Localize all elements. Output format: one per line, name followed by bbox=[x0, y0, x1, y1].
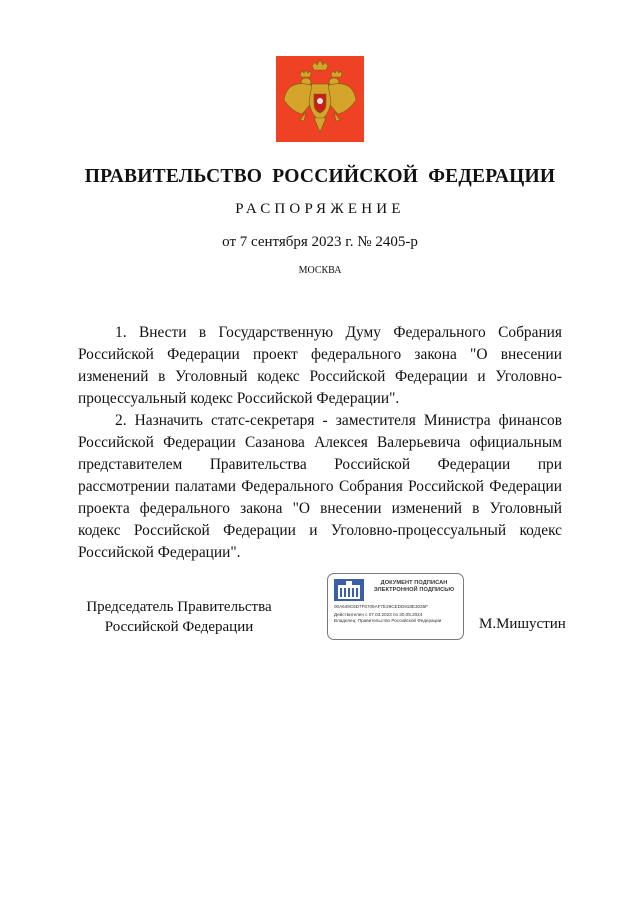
document-date-number: от 7 сентября 2023 г. № 2405-р bbox=[222, 234, 418, 250]
government-title: ПРАВИТЕЛЬСТВО РОССИЙСКОЙ ФЕДЕРАЦИИ bbox=[84, 166, 556, 187]
government-building-icon bbox=[334, 579, 364, 601]
stamp-heading bbox=[368, 580, 460, 594]
coat-of-arms-emblem bbox=[276, 56, 364, 142]
paragraph-2: 2. Назначить статс-секретаря - заместителя Министра финансов Российской Федерации Сазанова Алексея Валерьевича официальным представителем Правительства Российской Федерации при рассмотрении палатами Федерального Собрания Российской Федерации проекта федерального закона "О внесении изменений в Уголовный кодекс Российской Федерации и Уголовно-процессуальный кодекс Российской Федерации". bbox=[78, 412, 562, 561]
signer-name: М.Мишустин bbox=[479, 616, 566, 632]
stamp-heading-line-2: ЭЛЕКТРОННОЙ ПОДПИСЬЮ bbox=[373, 587, 455, 593]
signer-position bbox=[74, 597, 284, 637]
double-headed-eagle-icon bbox=[276, 56, 364, 142]
document-body bbox=[78, 322, 562, 564]
stamp-validity: Действителен с 07.03.2023 по 30.05.2024 bbox=[334, 612, 423, 617]
document-type: РАСПОРЯЖЕНИЕ bbox=[235, 201, 405, 217]
document-city: МОСКВА bbox=[298, 265, 342, 276]
paragraph-1: 1. Внести в Государственную Думу Федерального Собрания Российской Федерации проект федерального закона "О внесении изменений в Уголовный кодекс Российской Федерации и Уголовно-процессуальный кодекс Российской Федерации". bbox=[78, 324, 562, 407]
stamp-heading-line-1: ДОКУМЕНТ ПОДПИСАН bbox=[380, 580, 448, 586]
stamp-serial-number: 00A649C6D7F6709AF7E29CEDD918E3035F bbox=[334, 604, 428, 609]
signer-position-line-2: Российской Федерации bbox=[104, 619, 254, 635]
electronic-signature-stamp bbox=[327, 573, 464, 640]
signer-position-line-1: Председатель Правительства bbox=[86, 599, 272, 615]
stamp-owner: Владелец: Правительство Российской Федерации bbox=[334, 618, 442, 623]
